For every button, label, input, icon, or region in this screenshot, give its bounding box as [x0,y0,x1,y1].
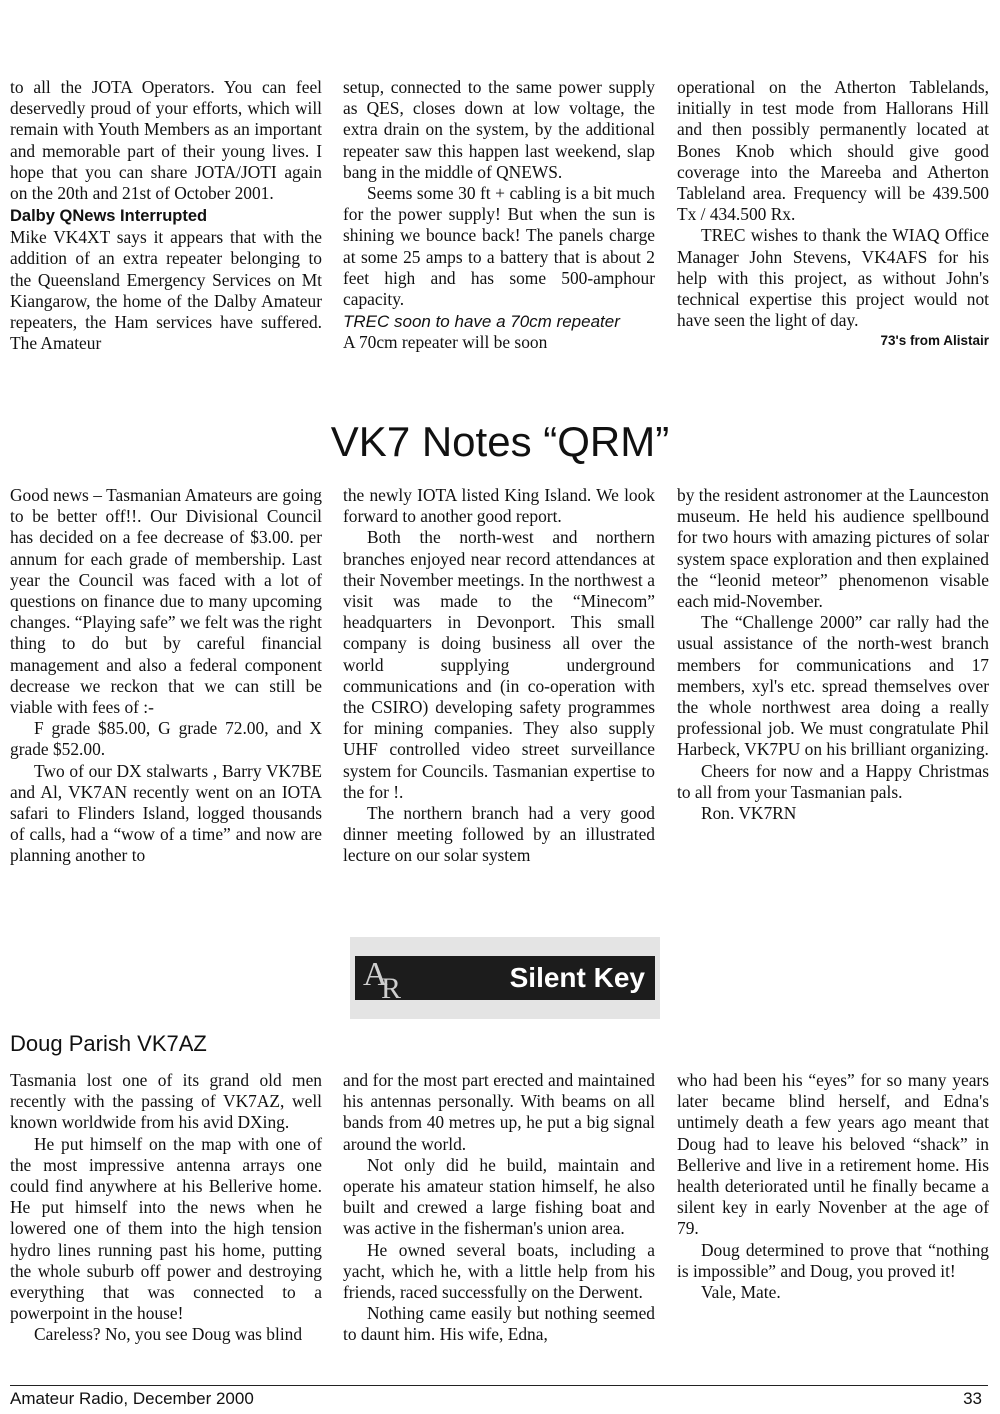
paragraph: Careless? No, you see Doug was blind [34,1324,303,1345]
banner-bar [355,956,655,1005]
paragraph: Seems some 30 ft + cabling is a bit much for the power supply! But when the sun is shining we bounce back! The panels charge at some 25 amps to a battery that is about 2 feet high and has some 500-amphour capacity. [343,183,655,310]
paragraph: operational on the Atherton Tablelands, initially in test mode from Hallorans Hill and then possibly permanently located at Bones Knob which should give good coverage into the Mareeba and Atherton Tableland area. Frequency will be 439.500 Tx / 434.500 Rx. [677,77,989,225]
subheading-dalby-qnews: Dalby QNews Interrupted [10,207,208,226]
subheading-trec-repeater: TREC soon to have a 70cm repeater [343,312,620,332]
paragraph: The “Challenge 2000” car rally had the usual assistance of the north-west branch members for communications and 17 members, xyl's etc. spread themselves over the whole northwest area doing a really professional job. We must congratulate Phil Harbeck, VK7PU on his brilliant organizing. [677,612,989,760]
footer-publication: Amateur Radio, December 2000 [10,1389,254,1408]
footer-divider [10,1385,988,1386]
logo-letter-a: A [363,956,388,993]
paragraph: to all the JOTA Operators. You can feel deservedly proud of your efforts, which will remain with Youth Members as an important and memorable part of their young lives. I hope that you can share JOTA/JOTI again on the 20th and 21st of October 2001. [10,77,322,204]
paragraph: Cheers for now and a Happy Christmas to all from your Tasmanian pals. [677,760,989,802]
paragraph: TREC wishes to thank the WIAQ Office Manager John Stevens, VK4AFS for his help with this project, as without John's technical expertise this project would not have seen the light of day. [677,225,989,331]
ar-logo-icon [363,956,415,1005]
paragraph: Doug determined to prove that “nothing is impossible” and Doug, you proved it! [677,1239,989,1281]
logo-letter-r: R [381,972,402,1005]
paragraph: who had been his “eyes” for so many years later became blind herself, and Edna's untimely death a few years ago meant that Doug had to leave his beloved “shack” in Bellerive and live in a retirement home. His health deteriorated until he finally became a silent key in early Novenber at the age of 79. [677,1070,989,1239]
paragraph: He owned several boats, including a yacht, which he, with a little help from his friends, raced successfully on the Derwent. [343,1239,655,1303]
top-column-1 [10,77,322,354]
paragraph: and for the most part erected and maintained his antennas personally. With beams on all bands from 40 metres up, he put a big signal around the world. [343,1070,655,1154]
sk-column-3 [677,1070,989,1303]
banner-title: Silent Key [509,962,645,993]
sk-column-2 [343,1070,655,1346]
paragraph: Nothing came easily but nothing seemed to daunt him. His wife, Edna, [343,1303,655,1345]
vk7-column-2 [343,485,655,867]
paragraph: Two of our DX stalwarts , Barry VK7BE and Al, VK7AN recently went on an IOTA safari to Flinders Island, logged thousands of calls, had a “wow of a time” and now are planning another to [10,760,322,866]
vk7-column-1 [10,485,322,867]
paragraph: Not only did he build, maintain and operate his amateur station himself, he also built and crewed a large fishing boat and was active in the fisherman's union area. [343,1154,655,1239]
paragraph: He put himself on the map with one of the most impressive antenna arrays one could find anywhere at his Bellerive home. He put himself into the news when he lowered one of them into the high tension hydro lines running past his home, putting the whole suburb off power and destroying everything that was connected to a powerpoint in the house! [10,1133,322,1324]
paragraph: F grade $85.00, G grade 72.00, and X grade $52.00. [10,718,322,760]
sk-column-1 [10,1070,322,1346]
top-column-2 [343,77,655,353]
paragraph: Both the north-west and northern branches enjoyed near record attendances at their November meetings. In the northwest a visit was made to the “Minecom” headquarters in Devonport. This small company is doing business all over the world supplying underground communications and (in co-operation with the CSIRO) developing safety programmes for mining companies. They also supply UHF controlled video street surveillance system for Councils. Tasmanian expertise to the for !. [343,527,655,802]
paragraph: The northern branch had a very good dinner meeting followed by an illustrated lecture on our solar system [343,803,655,866]
paragraph: A 70cm repeater will be soon [343,332,548,353]
top-column-3 [677,77,989,350]
section-title-vk7-notes: VK7 Notes “QRM” [330,418,670,465]
obituary-heading: Doug Parish VK7AZ [10,1031,207,1056]
signature-alistair: 73's from Alistair [880,333,989,349]
paragraph: by the resident astronomer at the Launceston museum. He held his audience spellbound for two hours with amazing pictures of solar system space exploration and then explained the “leonid meteor” phenomenon visable each mid-November. [677,485,989,612]
paragraph: Mike VK4XT says it appears that with the addition of an extra repeater belonging to the Queensland Emergency Services on Mt Kiangarow, the home of the Dalby Amateur repeaters, the Ham services have suffered. The Amateur [10,227,322,354]
paragraph: setup, connected to the same power supply as QES, closes down at low voltage, the extra drain on the system, by the additional repeater saw this happen last weekend, slap bang in the middle of QNEWS. [343,77,655,182]
paragraph: Vale, Mate. [701,1282,781,1303]
paragraph: the newly IOTA listed King Island. We look forward to another good report. [343,485,655,527]
signature-ron: Ron. VK7RN [701,803,797,824]
paragraph: Good news – Tasmanian Amateurs are going to be better off!!. Our Divisional Council has decided on a fee decrease of $3.00. per annum for each grade of membership. Last year the Council was faced with a lot of questions on finance due to many upcoming changes. “Playing safe” we felt was the right thing to do but by careful financial management and also a federal component decrease we reckon that we can still be viable with fees of :- [10,485,322,718]
paragraph: Tasmania lost one of its grand old men recently with the passing of VK7AZ, well known worldwide from his avid DXing. [10,1070,322,1133]
page-number: 33 [963,1389,982,1408]
silent-key-banner [350,937,660,1019]
vk7-column-3 [677,485,989,824]
